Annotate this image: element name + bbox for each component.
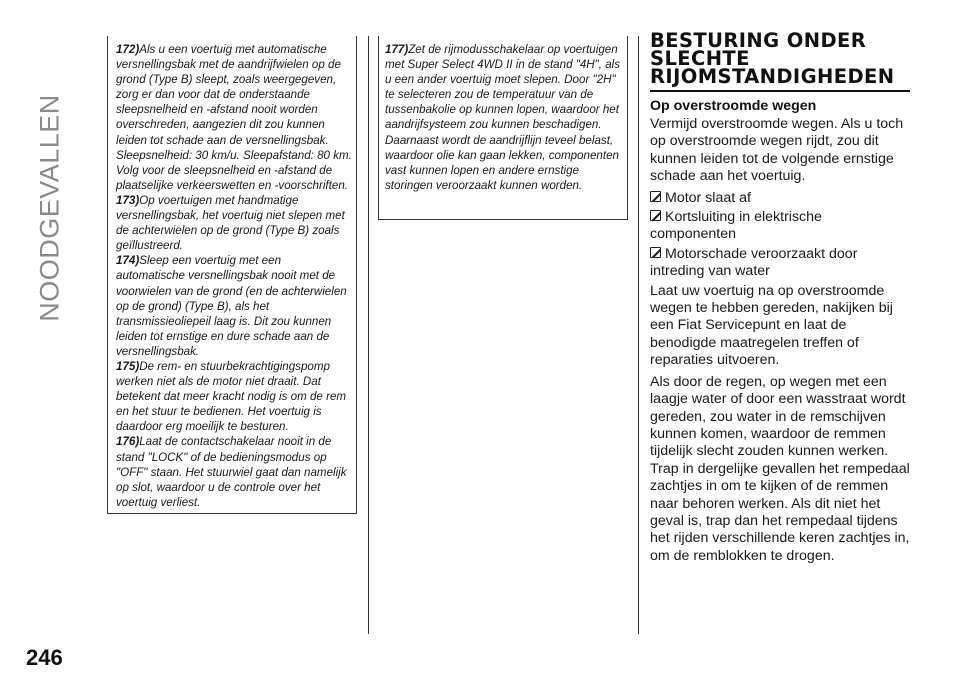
list-item-text: Motor slaat af [665, 189, 751, 206]
note-text: Als u een voertuig met automatische versnellingsbak met de aandrijfwielen op de grond (Type B) sleept, zoals weergegeven, zorg er dan voor dat de onderstaande sleepsnelheid en -afstand nooit worden overschreden, aangezien dit zou kunnen leiden tot schade aan de versnellingsbak. Sleepsnelheid: 30 km/u. Sleepafstand: 80 km. Volg voor de sleepsnelheid en -afstand de plaatselijke verkeerswetten en -voorschriften. [116, 43, 352, 192]
warning-notes-middle [385, 42, 621, 193]
note-text: Op voertuigen met handmatige versnellingsbak, het voertuig niet slepen met de achterwielen op de grond (Type B) zoals geïllustreerd. [116, 193, 345, 253]
note-text: De rem- en stuurbekrachtigingspomp werken niet als de motor niet draait. Dat betekent dat meer kracht nodig is om de rem en het stuur te bedienen. Het voertuig is daardoor erg moeilijk te besturen. [116, 359, 347, 434]
note-text: Sleep een voertuig met een automatische versnellingsbak nooit met de voorwielen van de grond (en de achterwielen op de grond) (Type B), als het transmissieoliepeil laag is. Dit zou kunnen leiden tot ernstige en dure schade aan de versnellingsbak. [116, 254, 347, 358]
note-text: Zet de rijmodusschakelaar op voertuigen met Super Select 4WD II in de stand "4H", als u een ander voertuig moet slepen. Door "2H" te selecteren zou de temperatuur van de tussenbakolie op kunnen lopen, waardoor het aandrijfsysteem zou kunnen beschadigen. Daarnaast wordt de aandrijflijn teveel belast, waardoor olie kan gaan lekken, componenten vast kunnen lopen en andere ernstige storingen veroorzaakt kunnen worden. [385, 43, 621, 192]
column-divider [638, 36, 639, 634]
subsection-title: Op overstroomde wegen [650, 98, 817, 114]
note-text: Laat de contactschakelaar nooit in de stand "LOCK" of de bedieningsmodus op "OFF" staan. Het stuurwiel gaat dan namelijk op slot, waardoor u de controle over het voertuig verliest. [116, 435, 347, 509]
intro-paragraph: Vermijd overstroomde wegen. Als u toch op overstroomde wegen rijdt, zou dit kunnen leiden tot de volgende ernstige schade aan het voertuig. [650, 116, 904, 185]
list-item [650, 209, 910, 244]
note-number: 173) [116, 193, 140, 207]
warning-note-175 [116, 359, 352, 434]
section-title: BESTURING ONDER SLECHTE RIJOMSTANDIGHEDEN [650, 32, 910, 92]
warning-note-177 [385, 42, 621, 193]
warning-note-174 [116, 253, 352, 359]
chapter-side-label-text: NOODGEVALLEN [34, 94, 65, 322]
paragraph: Laat uw voertuig na op overstroomde wegen te hebben gereden, nakijken bij een Fiat Servicepunt en laat de benodigde maatregelen treffen of reparaties uitvoeren. [650, 282, 893, 369]
list-item [650, 190, 910, 207]
note-number: 174) [116, 254, 140, 268]
warning-note-172 [116, 42, 352, 193]
warning-note-173 [116, 193, 352, 253]
note-number: 177) [385, 43, 409, 56]
list-item-text: Kortsluiting in elektrische componenten [650, 209, 822, 243]
checkbox-bullet-icon [650, 247, 661, 258]
column-divider [368, 36, 369, 634]
body-text [650, 116, 910, 565]
warning-note-176 [116, 434, 352, 509]
checkbox-bullet-icon [650, 191, 661, 202]
main-content-column [650, 29, 910, 569]
paragraph: Als door de regen, op wegen met een laagje water of door een wasstraat wordt gereden, zou water in de remschijven kunnen komen, waardoor de remmen tijdelijk slecht zouden kunnen werken. Trap in dergelijke gevallen het rempedaal zachtjes in om te kijken of de remmen naar behoren werken. Als dit niet het geval is, trap dan het rempedaal tijdens het rijden verschillende keren zachtjes in, om de remblokken te drogen. [650, 373, 910, 564]
note-number: 176) [116, 435, 140, 449]
warning-notes-left [116, 42, 352, 510]
checkbox-bullet-icon [650, 210, 661, 221]
list-item [650, 246, 910, 281]
list-item-text: Motorschade veroorzaakt door intreding van water [650, 245, 858, 280]
page-number: 246 [26, 645, 63, 670]
note-number: 175) [116, 359, 140, 373]
note-number: 172) [116, 43, 140, 56]
